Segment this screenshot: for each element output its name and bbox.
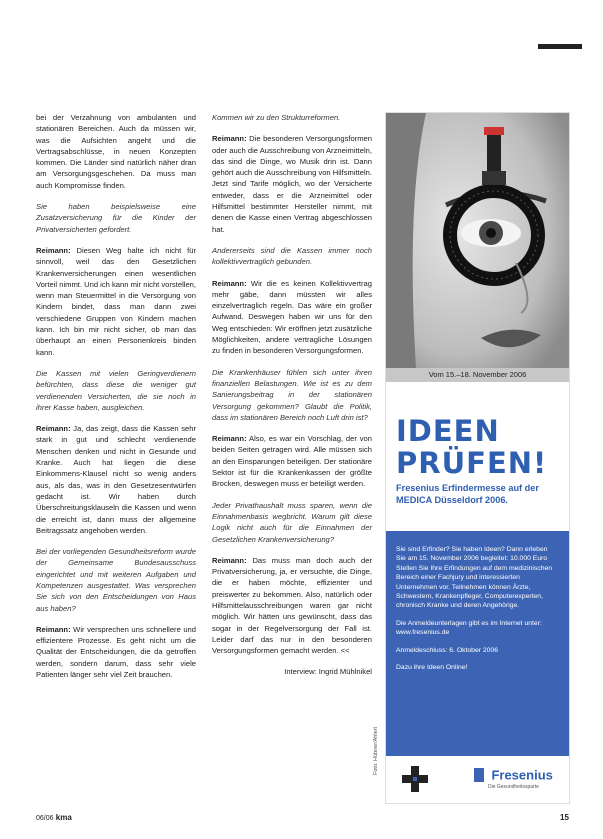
- question-text: Bei der vorliegenden Gesundheitsreform wurde der Gemeinsame Bundesausschuss eingerichtet und mit weiteren Aufgaben und Kompetenzen ausgestattet. Was versprechen Sie sich von den Entscheidungen von Haus aus haben?: [36, 547, 196, 613]
- speaker-label: Reimann:: [36, 624, 71, 634]
- footer-issue: 06/06: [36, 815, 54, 822]
- interview-answer: [212, 555, 372, 657]
- header-rule: [538, 44, 582, 49]
- ad-headline: [396, 415, 561, 479]
- interview-question: [36, 201, 196, 235]
- speaker-label: Reimann:: [212, 278, 247, 288]
- ad-headline-line2: PRÜFEN!: [396, 446, 548, 480]
- speaker-label: Reimann:: [36, 424, 71, 434]
- answer-text: Wir die es keinen Kollektivvertrag mehr gäbe, dann müssten wir alles einzelvertraglich regeln. Das wäre ein großer Aufwand. Deswegen haben wir uns für den Weg entschieden: Wir eröffnen jetzt zusätzliche Möglichkeiten, andere vertragliche Lösungen zu finden in besonderen Versorgungsformen.: [212, 278, 372, 356]
- speaker-label: Reimann:: [212, 434, 247, 444]
- interview-question: [212, 367, 372, 423]
- ad-body-paragraph: Die Anmeldeunterlagen gibt es im Internet unter: www.fresenius.de: [396, 619, 542, 637]
- interview-credit: Interview: Ingrid Mühlnikel: [284, 667, 372, 677]
- left-column: [36, 112, 196, 690]
- speaker-label: Reimann:: [212, 134, 247, 144]
- interview-answer: [36, 624, 196, 680]
- fresenius-tagline: Die Gesundheitssparte: [488, 784, 539, 790]
- answer-text: Diesen Weg halte ich nicht für sinnvoll, weil das den Gesetzlichen Krankenversicherungen einen wesentlichen Vorteil nimmt. Und ich kann mir nicht vorstellen, wenn man Steuermittel in die Versorgung von Kindern bindet, dass man dann zwei verschiedene Gruppen von Kindern machen kann. Ich bin mir nicht sicher, ob man das überhaupt an einen Personenkreis binden kann.: [36, 245, 196, 357]
- answer-text: Die besonderen Versorgungsformen oder auch die Ausschreibung von Arzneimitteln, das sind die Dinge, wo Musik drin ist. Dann gehört auch die Ausschreibung von Hilfsmitteln. Jetzt sind Tarife möglich, wo der Versicherte entweder, dass er die Arzneimittel oder Hilfsmittel bestimmter Hersteller nimmt, mit denen die Kasse einen Vertrag abgeschlossen hat.: [212, 134, 372, 234]
- interview-answer: [36, 245, 196, 358]
- fresenius-advertisement: [385, 112, 570, 804]
- interview-answer: [212, 433, 372, 489]
- question-text: Die Krankenhäuser fühlen sich unter ihren finanziellen Belastungen. Wie ist es zu dem Sanierungsbeitrag in der stationären Versorgung gekommen? Glaubt die Politik, dass im stationären Bereich noch Luft drin ist?: [212, 367, 372, 422]
- question-text: Jeder Privathaushalt muss sparen, wenn die Einnahmenbasis wegbricht. Warum gilt diese Logik nicht auch für die Einnahmen der Gesetzlichen Krankenversicherung?: [212, 500, 372, 544]
- face-illustration: [386, 113, 569, 368]
- fresenius-logo-text: Fresenius: [491, 767, 553, 783]
- ad-dates: Vom 15.–18. November 2006: [386, 368, 569, 382]
- speaker-label: Reimann:: [212, 555, 247, 565]
- medica-cross-icon: [402, 766, 428, 792]
- ad-subhead: Fresenius Erfindermesse auf der MEDICA Düsseldorf 2006.: [396, 483, 539, 505]
- interview-answer: [36, 423, 196, 536]
- interview-question: [212, 500, 372, 545]
- answer-text: Das muss man doch auch der Privatversicherung, ja, er versuchte, die Dinge, die er haben möchte, effizienter und preiswerter zu bekommen. Also, natürlich oder Hilfsmittelausschreibungen waren gar nicht möglich. Wir hätten uns gewünscht, dass das sogar in der Regelversorgung der Fall ist. Leider darf das nur in den besonderen Versorgungsformen gemacht werden. <<: [212, 555, 372, 656]
- page-number: 15: [560, 813, 569, 822]
- ad-info-box: [386, 531, 569, 756]
- question-text: Andererseits sind die Kassen immer noch kollektivvertraglich gebunden.: [212, 245, 372, 267]
- answer-text: Ja, das zeigt, dass die Kassen sehr stark in gut und schlecht verdienende Menschen denken und nicht in Gesunde und Kranke. Auch hat liegen die diese Einkommens-Klausel nicht so wenig anders aus, als das, was in den Gesetzesentwürfen gedacht ist. Wir haben durch Überschreitungsklauseln die Kassen und wenn die erreicht ist, dann muss der allgemeine Beitragssatz angehoben werden.: [36, 424, 196, 535]
- photo-credit: Foto: Hübner/Ahlert: [373, 727, 379, 775]
- right-column: [212, 112, 372, 688]
- question-text: Die Kassen mit vielen Geringverdienern befürchten, dass diese die weniger gut verdienenden Versicherten, die sie noch in ihrer Kasse haben, ausgleichen.: [36, 368, 196, 412]
- ad-logos: [386, 756, 569, 803]
- ad-photo-face: [386, 113, 569, 368]
- interview-question: [212, 112, 372, 123]
- ad-body-paragraph: Dazu ihre Ideen Online!: [396, 664, 468, 672]
- interview-question: [36, 546, 196, 614]
- ad-body-paragraph: Anmeldeschluss: 6. Oktober 2006: [396, 646, 499, 654]
- answer-text: Wir versprechen uns schnellere und effizientere Prozesse. Es geht nicht um die Qualität der Entscheidungen, die da getroffen werden, sondern darum, dass sehr viele Patienten länger sehr viel Zeit brauchen.: [36, 624, 196, 680]
- answer-text: Also, es war ein Vorschlag, der von beiden Seiten getragen wird. Alle müssen sich an den Einsparungen beteiligen. Der stationäre Sektor ist für die Krankenkassen der größte Brocken, deswegen muss er beteiligt werden.: [212, 434, 372, 489]
- footer-brand: kma: [55, 813, 72, 822]
- fresenius-logo: [474, 766, 553, 790]
- ad-body-paragraph: Sie sind Erfinder? Sie haben Ideen? Dann erleben Sie am 15. November 2006 begleitet: 10.000 Euro Stellen Sie Ihre Erfindungen auf dem medizinischen Bereich einer Fachjury und interessierten Unternehmen vor. Teilnehmen können Ärzte, Schwestern, Krankenpfleger, Computerexperten, chronisch Kranke und deren Angehörige.: [396, 546, 553, 610]
- speaker-label: Reimann:: [36, 245, 71, 255]
- question-text: Sie haben beispielsweise eine Zusatzversicherung für die Kinder der Privatversicherten gefordert.: [36, 202, 196, 234]
- interview-answer: [212, 133, 372, 235]
- ad-headline-line1: IDEEN: [396, 414, 500, 448]
- body-paragraph: bei der Verzahnung von ambulanten und stationären Bereichen. Auch da müssen wir, was die Aufsichten angeht und die Vertragsabschlüsse, in neuen Konzepten kommen. Die Länder sind natürlich näher dran am Versorgungsgeschehen. Da muss man auch Kompromisse finden.: [36, 113, 196, 190]
- footer-left: [36, 813, 72, 822]
- interview-question: [36, 368, 196, 413]
- interview-answer: [212, 278, 372, 357]
- question-text: Kommen wir zu den Strukturreformen.: [212, 113, 341, 122]
- interview-question: [212, 245, 372, 268]
- fresenius-mark-icon: [474, 768, 484, 782]
